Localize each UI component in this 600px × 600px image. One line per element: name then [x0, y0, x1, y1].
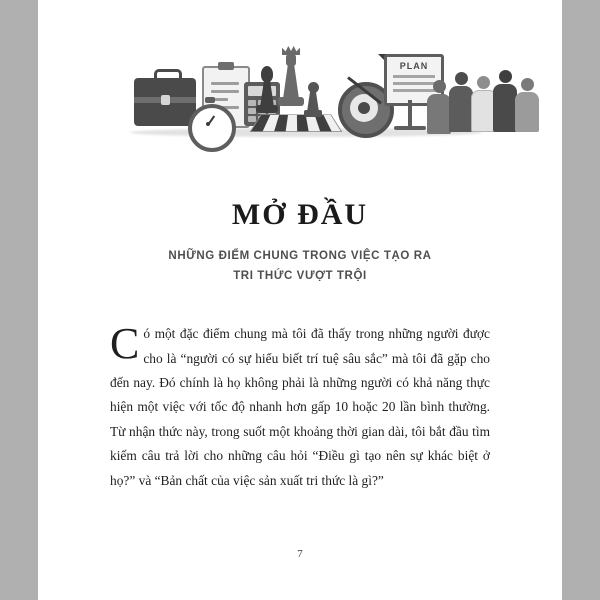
stopwatch-center-dot [206, 122, 210, 126]
chess-king-icon [278, 48, 304, 118]
body-paragraph-text: ó một đặc điểm chung mà tôi đã thấy trong những người được cho là “người có sự hiểu biết trí tuệ sâu sắc” mà tôi đã gặp cho đến nay. Đó chính là họ không phải là những người có khả năng thực hiện một việc với tốc độ nhanh hơn gấp 10 hoặc 20 lần bình thường. Từ nhận thức này, trong suốt một khoảng thời gian dài, tôi bắt đầu tìm kiếm câu trả lời cho những câu hỏi “Điều gì tạo nên sự khác biệt ở họ?” và “Bản chất của việc sản xuất tri thức là gì?” [110, 326, 490, 488]
header-illustration [38, 22, 562, 152]
clipboard-clip-icon [218, 62, 234, 70]
person-icon-5 [514, 78, 540, 130]
stopwatch-icon [188, 104, 236, 152]
page-title: MỞ ĐẦU [231, 198, 369, 231]
chess-pawn-icon [304, 82, 322, 124]
document-page [38, 0, 562, 600]
body-paragraph [110, 319, 490, 493]
page-number: 7 [297, 548, 303, 560]
chess-bishop-icon [256, 66, 278, 122]
page-subtitle-line-1: NHỮNG ĐIỂM CHUNG TRONG VIỆC TẠO RA [168, 250, 432, 262]
plan-board-foot [394, 126, 426, 130]
briefcase-icon [134, 78, 196, 126]
plan-board-stand [408, 100, 412, 128]
page-subtitle [38, 246, 562, 286]
drop-cap: C [110, 319, 140, 369]
plan-board-label: PLAN [399, 61, 429, 71]
page-subtitle-line-2: TRI THỨC VƯỢT TRỘI [233, 270, 367, 283]
briefcase-lock-icon [161, 95, 170, 105]
